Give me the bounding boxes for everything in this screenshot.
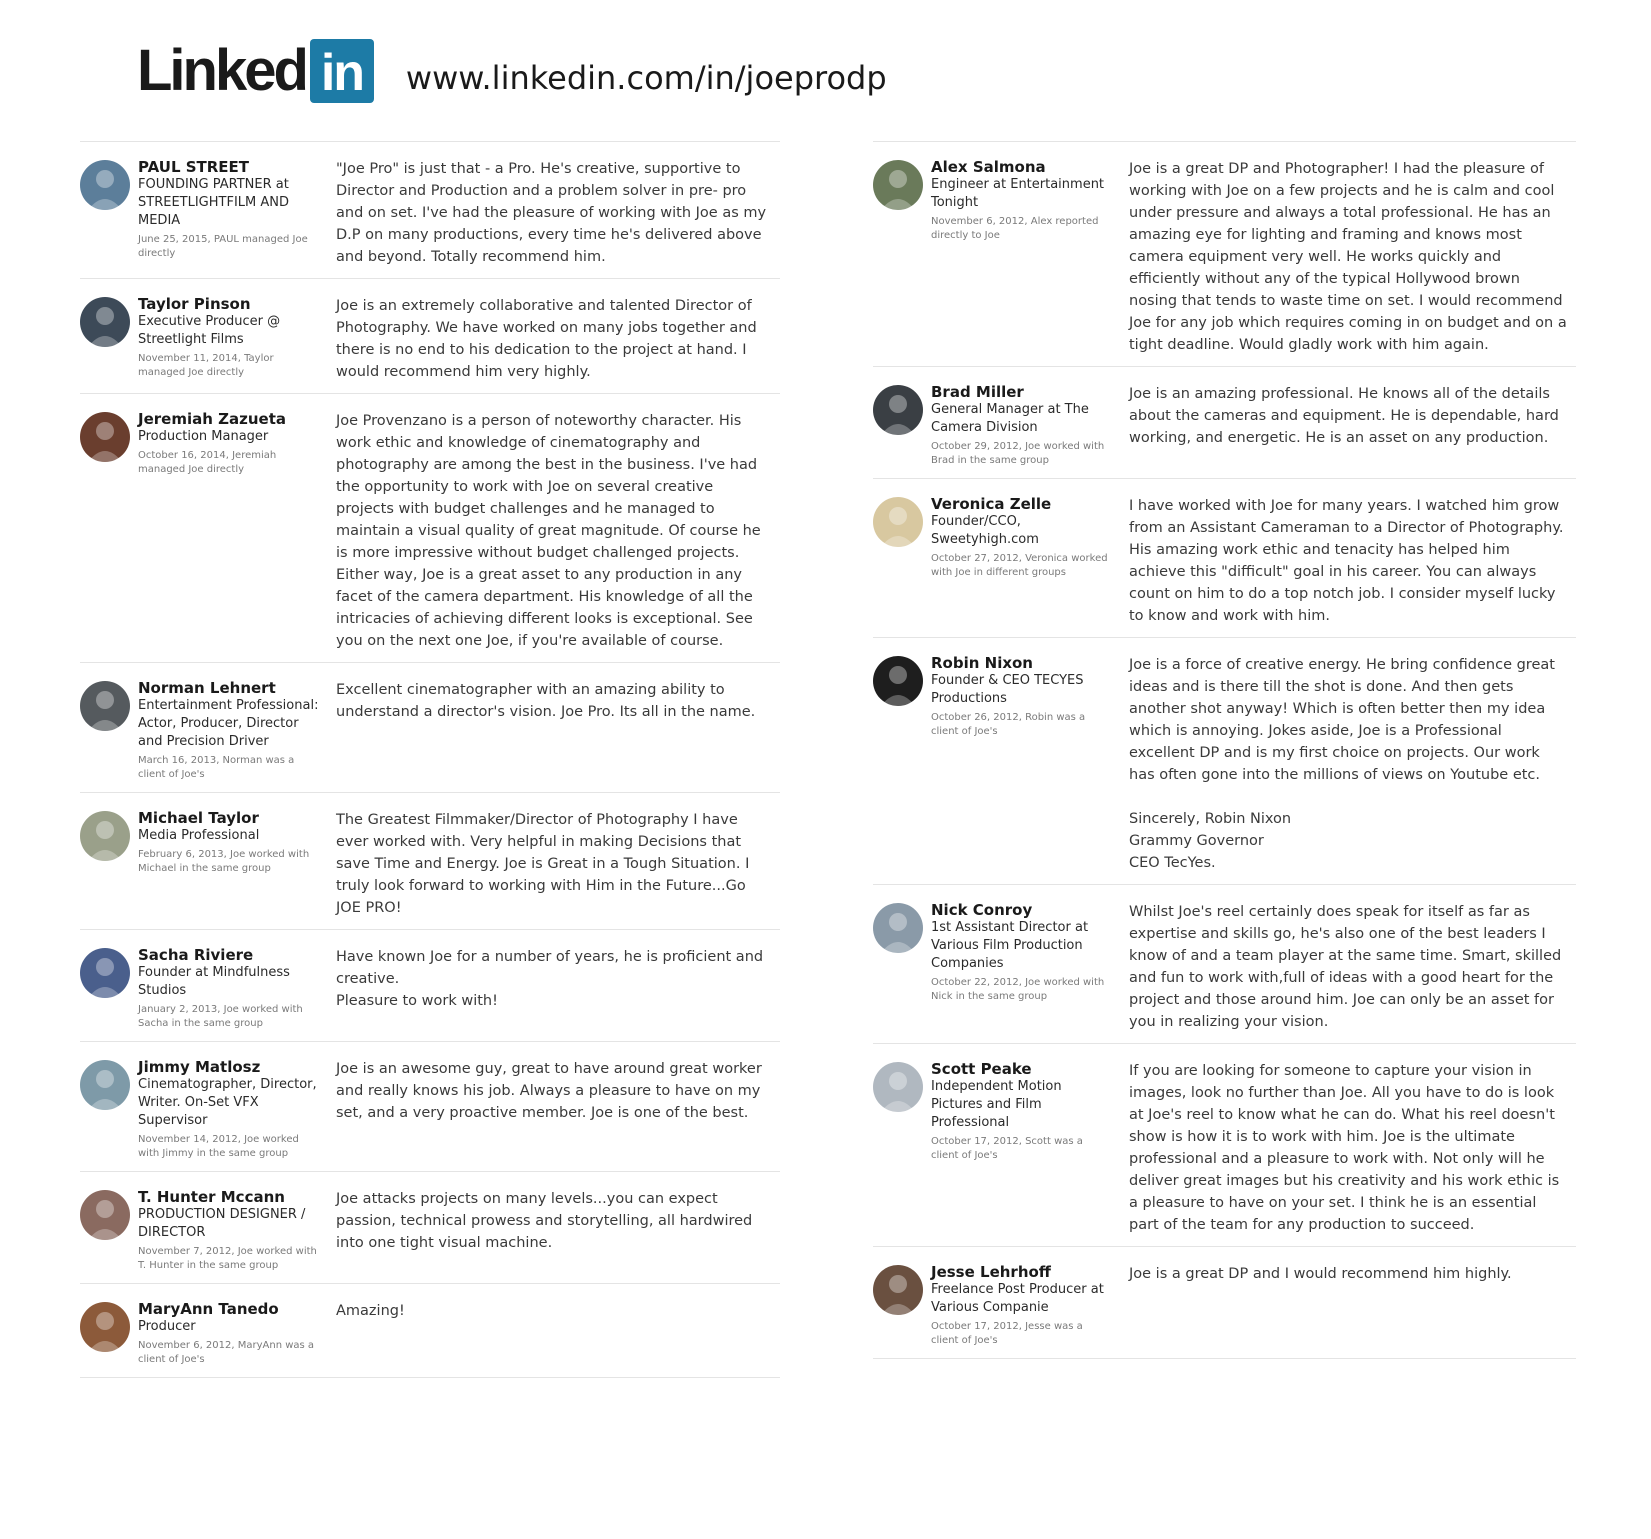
recommendation-entry <box>80 929 780 1041</box>
recommender-title: 1st Assistant Director at Various Film Production Companies <box>931 920 1089 971</box>
recommendation-text: Whilst Joe's reel certainly does speak for itself as far as expertise and skills go, he's also one of the best leaders I know of and a team player at the same time. Smart, skilled and fun to work with,full of ideas with a good heart for the project and those around him. Joe can only be an asset for you in realizing your vision. <box>1129 904 1562 1030</box>
avatar[interactable] <box>80 948 130 998</box>
avatar[interactable] <box>80 160 130 210</box>
recommender-name[interactable]: Michael Taylor <box>138 809 259 827</box>
recommendation-date: October 27, 2012, Veronica worked with Joe in different groups <box>931 553 1108 578</box>
recommendation-text: Joe is an amazing professional. He knows all of the details about the cameras and equipment. He is dependable, hard working, and energetic. He is an asset on any production. <box>1129 386 1559 446</box>
recommendation-date: October 22, 2012, Joe worked with Nick in the same group <box>931 977 1105 1002</box>
recommendation-text: I have worked with Joe for many years. I watched him grow from an Assistant Cameraman to a Director of Photography. His amazing work ethic and tenacity has helped him achieve this "difficult" goal in his career. You can always count on him to do a top notch job. I consider myself lucky to know and work with him. <box>1129 498 1564 624</box>
recommender-info <box>931 158 1113 356</box>
recommender-info <box>138 410 320 652</box>
avatar[interactable] <box>873 903 923 953</box>
recommender-title: Engineer at Entertainment Tonight <box>931 177 1105 210</box>
recommendation-text: Joe Provenzano is a person of noteworthy character. His work ethic and knowledge of cinematography and photography are among the best in the business. I've had the opportunity to work with Joe on several creative projects with budget challenges and he managed to maintain a visual quality of great magnitude. Of course he is more impressive without budget challenged projects. Either way, Joe is a great asset to any production in any facet of the camera department. His knowledge of all the intricacies of achieving different looks is exceptional. See you on the next one Joe, if you're available of course. <box>336 413 761 649</box>
recommender-info <box>138 1300 320 1367</box>
recommender-name[interactable]: Robin Nixon <box>931 654 1033 672</box>
recommender-title: PRODUCTION DESIGNER / DIRECTOR <box>138 1207 306 1240</box>
recommender-title: Independent Motion Pictures and Film Professional <box>931 1079 1062 1130</box>
recommendation-text: Joe attacks projects on many levels...you can expect passion, technical prowess and storytelling, all hardwired into one tight visual machine. <box>336 1191 753 1251</box>
recommender-info <box>931 901 1113 1033</box>
recommender-name[interactable]: Scott Peake <box>931 1060 1032 1078</box>
recommender-name[interactable]: Veronica Zelle <box>931 495 1052 513</box>
recommender-title: Executive Producer @ Streetlight Films <box>138 314 281 347</box>
recommendation-date: November 7, 2012, Joe worked with T. Hunter in the same group <box>138 1246 317 1271</box>
recommendation-date: February 6, 2013, Joe worked with Michael in the same group <box>138 849 310 874</box>
avatar[interactable] <box>80 1060 130 1110</box>
recommendation-date: November 6, 2012, Alex reported directly to Joe <box>931 216 1099 241</box>
recommendation-entry <box>80 1041 780 1171</box>
recommendation-entry <box>873 1043 1576 1246</box>
recommender-name[interactable]: Jimmy Matlosz <box>138 1058 261 1076</box>
recommender-name[interactable]: Taylor Pinson <box>138 295 251 313</box>
recommendation-entry <box>80 278 780 393</box>
recommender-info <box>138 679 320 782</box>
recommender-name[interactable]: Alex Salmona <box>931 158 1046 176</box>
recommender-info <box>138 158 320 268</box>
recommendation-entry <box>873 637 1576 884</box>
avatar[interactable] <box>873 656 923 706</box>
recommender-title: Founder at Mindfulness Studios <box>138 965 290 998</box>
recommendation-entry <box>80 662 780 792</box>
recommender-info <box>931 383 1113 468</box>
recommender-title: Founder/CCO, Sweetyhigh.com <box>931 514 1039 547</box>
recommendation-date: June 25, 2015, PAUL managed Joe directly <box>138 234 308 259</box>
recommender-name[interactable]: Norman Lehnert <box>138 679 276 697</box>
recommender-name[interactable]: Nick Conroy <box>931 901 1033 919</box>
recommendation-text: Joe is a great DP and Photographer! I had the pleasure of working with Joe on a few projects and he is calm and cool under pressure and always a total professional. He has an amazing eye for lighting and framing and knows most camera equipment very well. He works quickly and efficiently without any of the typical Hollywood brown nosing that tends to waste time on set. I would recommend Joe for any job which requires coming in on budget and on a tight deadline. Would gladly work with him again. <box>1129 161 1567 353</box>
recommendation-date: October 16, 2014, Jeremiah managed Joe directly <box>138 450 277 475</box>
recommendation-entry <box>873 478 1576 637</box>
recommendation-text: Amazing! <box>336 1303 405 1319</box>
recommender-info <box>138 1188 320 1273</box>
logo-word: Linked <box>137 38 306 103</box>
logo-in-box <box>310 39 374 103</box>
recommendation-entry <box>873 141 1576 366</box>
recommendation-entry <box>873 1246 1576 1359</box>
avatar[interactable] <box>873 1062 923 1112</box>
recommender-name[interactable]: Jesse Lehrhoff <box>931 1263 1051 1281</box>
recommendation-text: Joe is an awesome guy, great to have around great worker and really knows his job. Always a pleasure to have on my set, and a very proactive member. Joe is one of the best. <box>336 1061 762 1121</box>
recommendation-text: The Greatest Filmmaker/Director of Photography I have ever worked with. Very helpful in making Decisions that save Time and Energy. Joe is Great in a Tough Situation. I truly look forward to working with Him in the Future...Go JOE PRO! <box>336 812 750 916</box>
avatar[interactable] <box>873 160 923 210</box>
recommender-title: Entertainment Professional: Actor, Producer, Director and Precision Driver <box>138 698 319 749</box>
left-recommendations-column <box>80 141 780 1378</box>
recommender-title: Founder & CEO TECYES Productions <box>931 673 1084 706</box>
profile-url: www.linkedin.com/in/joeprodp <box>405 59 887 97</box>
recommendation-text: Joe is an extremely collaborative and talented Director of Photography. We have worked on many jobs together and there is no end to his dedication to the project at hand. I would recommend him very highly. <box>336 298 757 380</box>
avatar[interactable] <box>80 412 130 462</box>
recommender-info <box>138 1058 320 1161</box>
recommendation-text: Excellent cinematographer with an amazing ability to understand a director's vision. Joe Pro. Its all in the name. <box>336 682 756 720</box>
recommender-title: Media Professional <box>138 828 260 843</box>
recommender-name[interactable]: PAUL STREET <box>138 158 250 176</box>
recommender-info <box>138 295 320 383</box>
linkedin-logo <box>137 39 374 103</box>
recommendation-date: November 6, 2012, MaryAnn was a client of Joe's <box>138 1340 315 1365</box>
avatar[interactable] <box>873 497 923 547</box>
avatar[interactable] <box>873 1265 923 1315</box>
recommender-title: FOUNDING PARTNER at STREETLIGHTFILM AND MEDIA <box>138 177 289 228</box>
recommender-title: General Manager at The Camera Division <box>931 402 1089 435</box>
recommendation-date: October 17, 2012, Scott was a client of Joe's <box>931 1136 1083 1161</box>
recommender-info <box>931 495 1113 627</box>
recommendation-date: March 16, 2013, Norman was a client of Joe's <box>138 755 295 780</box>
logo-in-text: in <box>320 44 364 102</box>
avatar[interactable] <box>80 1302 130 1352</box>
recommendation-date: October 29, 2012, Joe worked with Brad in the same group <box>931 441 1105 466</box>
recommendation-text: Joe is a force of creative energy. He bring confidence great ideas and is there till the shot is done. And then gets another shot anyway! Which is often better then my idea which is annoying. Jokes aside, Joe is a Professional excellent DP and is my first choice on projects. Our work has often gone into the millions of views on Youtube etc. Sincerely, Robin Nixon Grammy Governor CEO TecYes. <box>1129 657 1555 871</box>
recommender-title: Producer <box>138 1319 196 1334</box>
recommendation-entry <box>80 1171 780 1283</box>
recommender-name[interactable]: MaryAnn Tanedo <box>138 1300 279 1318</box>
recommendation-date: January 2, 2013, Joe worked with Sacha in the same group <box>138 1004 303 1029</box>
recommender-name[interactable]: Sacha Riviere <box>138 946 254 964</box>
recommender-info <box>138 946 320 1031</box>
recommender-title: Cinematographer, Director, Writer. On-Set VFX Supervisor <box>138 1077 317 1128</box>
recommender-info <box>138 809 320 919</box>
avatar[interactable] <box>80 811 130 861</box>
recommender-info <box>931 1263 1113 1348</box>
recommendation-entry <box>80 792 780 929</box>
avatar[interactable] <box>80 681 130 731</box>
avatar[interactable] <box>80 297 130 347</box>
recommendation-date: November 11, 2014, Taylor managed Joe directly <box>138 353 274 378</box>
recommendation-text: Have known Joe for a number of years, he is proficient and creative. Pleasure to work with! <box>336 949 764 1009</box>
recommendation-entry <box>80 141 780 278</box>
recommender-name[interactable]: T. Hunter Mccann <box>138 1188 285 1206</box>
recommender-info <box>931 1060 1113 1236</box>
avatar[interactable] <box>80 1190 130 1240</box>
recommender-title: Freelance Post Producer at Various Companie <box>931 1282 1104 1315</box>
recommendation-entry <box>80 393 780 662</box>
recommendation-date: October 17, 2012, Jesse was a client of Joe's <box>931 1321 1083 1346</box>
avatar[interactable] <box>873 385 923 435</box>
recommendation-entry <box>873 366 1576 478</box>
recommendation-entry <box>80 1283 780 1378</box>
recommendation-text: "Joe Pro" is just that - a Pro. He's creative, supportive to Director and Production and a problem solver in pre- pro and on set. I've had the pleasure of working with Joe as my D.P on many productions, every time he's delivered above and beyond. Totally recommend him. <box>336 161 767 265</box>
recommender-info <box>931 654 1113 874</box>
recommender-title: Production Manager <box>138 429 269 444</box>
page-header <box>137 36 887 106</box>
recommender-name[interactable]: Jeremiah Zazueta <box>138 410 286 428</box>
right-recommendations-column <box>873 141 1576 1359</box>
recommendation-entry <box>873 884 1576 1043</box>
recommender-name[interactable]: Brad Miller <box>931 383 1024 401</box>
recommendation-date: November 14, 2012, Joe worked with Jimmy in the same group <box>138 1134 299 1159</box>
recommendation-text: If you are looking for someone to capture your vision in images, look no further than Joe. All you have to do is look at Joe's reel to know what he can do. What his reel doesn't show is how it is to work with him. Joe is the ultimate professional and a pleasure to work with. Not only will he deliver great images but his creativity and his work ethic is a pleasure to have on your set. I think he is an essential part of the team for any production to succeed. <box>1129 1063 1560 1233</box>
recommendation-text: Joe is a great DP and I would recommend him highly. <box>1129 1266 1512 1282</box>
recommendation-date: October 26, 2012, Robin was a client of Joe's <box>931 712 1086 737</box>
